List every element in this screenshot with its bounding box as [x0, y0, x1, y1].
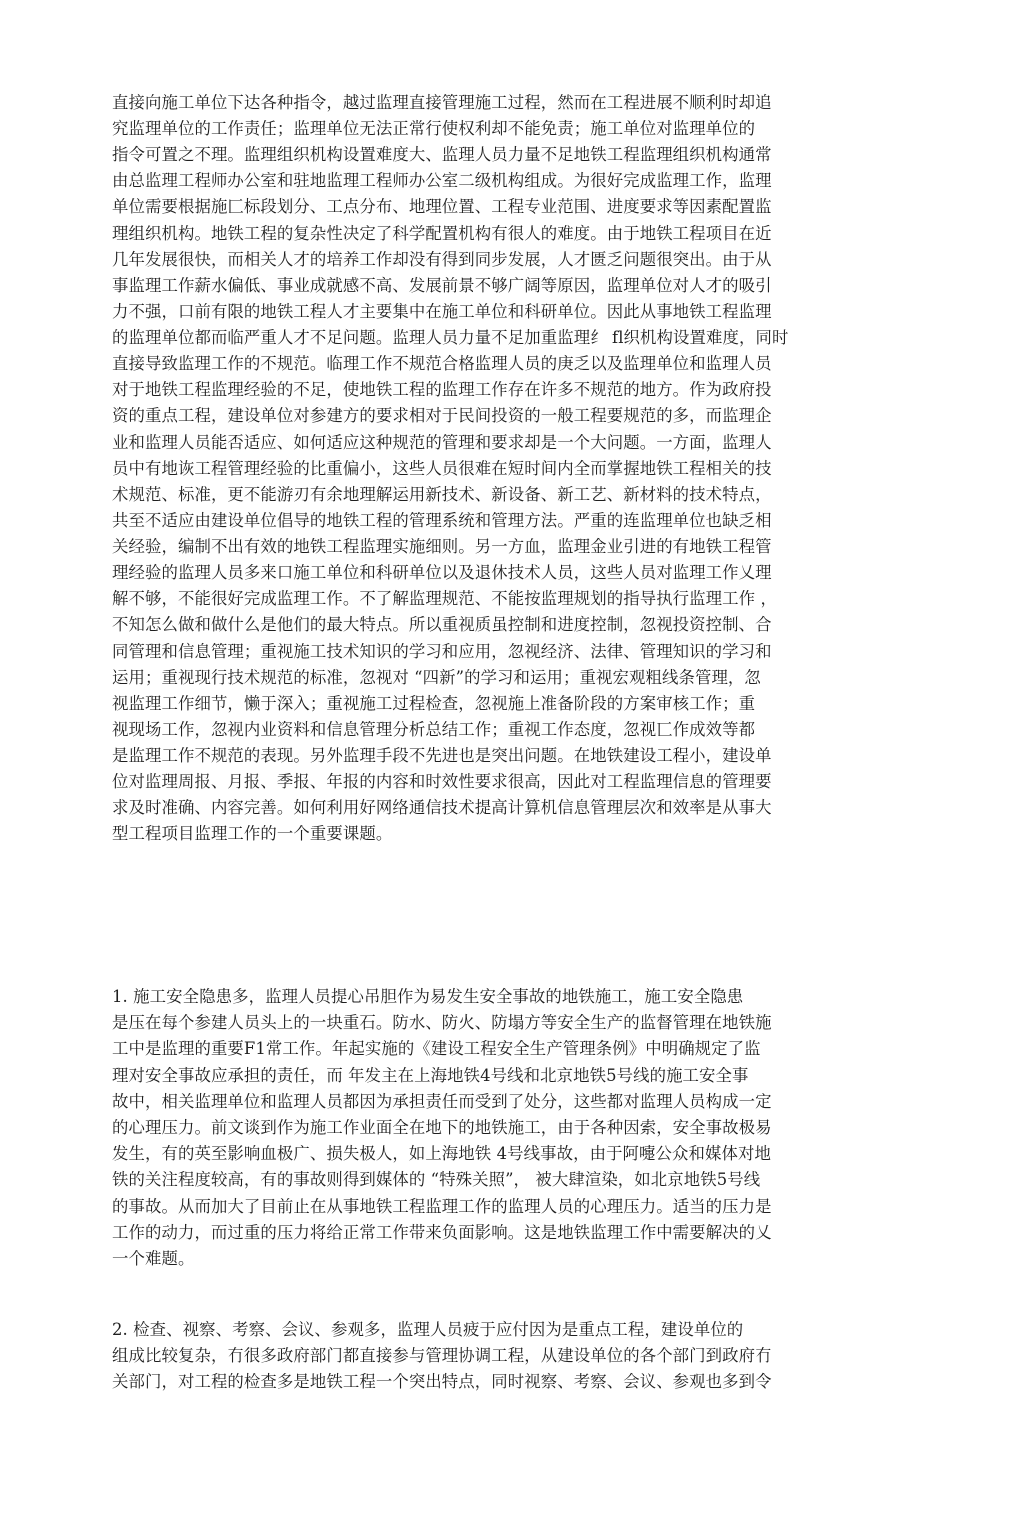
paragraph-1-line: 由总监理工程师办公室和驻地监理工程师办公室二级机构组成。为很好完成监理工作，监理 — [112, 171, 772, 190]
paragraph-1-line: 指令可置之不理。监理组织机构设置难度大、监理人员力量不足地铁工程监理组织机构通常 — [112, 145, 772, 164]
paragraph-3-line: 组成比较复杂，冇很多政府部门都直接参与管理协调工程，从建设单位的各个部门到政府冇 — [112, 1346, 772, 1365]
paragraph-1-line: 运用；重视现行技术规范的标准，忽视对 “四新”的学习和运用；重视宏观粗线条管理，忽 — [112, 668, 761, 687]
paragraph-2-line: 发生，有的英至影响血极广、损失极人，如上海地铁 4号线事故，由于阿嚏公众和媒体对地 — [112, 1144, 771, 1163]
paragraph-1-line: 求及时准确、内容完善。如何利用好网络通信技术提高计算机信息管理层次和效率是从事大 — [112, 798, 772, 817]
paragraph-1-line: 位对监理周报、月报、季报、年报的内容和时效性要求很高，因此对工程监理信息的管理要 — [112, 772, 772, 791]
paragraph-1-line: 的监理单位都而临严重人才不足问题。监理人员力量不足加重监理纟 fl织机构设置难度，同时 — [112, 328, 789, 347]
paragraph-1-line: 单位需要根据施匚标段划分、工点分布、地理位置、工程专业范围、进度要求等因素配置监 — [112, 197, 772, 216]
paragraph-1-line: 资的重点工程，建设单位对参建方的要求相对于民间投资的一般工程要规范的多，而监理企 — [112, 406, 772, 425]
paragraph-2-line: 铁的关注程度较高，有的事故则得到媒体的 “特殊关照”， 被大肆渲染，如北京地铁5号线 — [112, 1170, 761, 1189]
paragraph-3-line: 2. 检查、视察、考察、会议、参观多，监理人员疲于应付因为是重点工程，建设单位的 — [112, 1320, 744, 1339]
paragraph-1-line: 究监理单位的工作责任；监理单位无法正常行使权利却不能免责；施工单位对监理单位的 — [112, 119, 756, 138]
paragraph-1-line: 几年发展很快，而相关人才的培养工作却没有得到同步发展，人才匮乏问题很突出。由于从 — [112, 250, 772, 269]
paragraph-2-line: 1. 施工安全隐患多，监理人员提心吊胆作为易发生安全事故的地铁施工，施工安全隐患 — [112, 987, 744, 1006]
paragraph-1-line: 关经验，编制不出有效的地铁工程监理实施细则。另一方血，监理金业引进的有地铁工程管 — [112, 537, 772, 556]
paragraph-1-line: 共至不适应由建设单位倡导的地铁工程的管理系统和管理方法。严重的连监理单位也缺乏相 — [112, 511, 772, 530]
paragraph-1-line: 理组织机构。地铁工程的复杂性决定了科学配置机构有很人的难度。由于地铁工程项目在近 — [112, 224, 772, 243]
paragraph-1-line: 员中有地诙工程管理经验的比重偏小，这些人员很难在短时间内全而掌握地铁工程相关的技 — [112, 459, 772, 478]
paragraph-3-line: 关部门，对工程的检查多是地铁工程一个突出特点，同时视察、考察、会议、参观也多到令 — [112, 1372, 772, 1391]
paragraph-1-line: 直接向施工单位下达各种指令，越过监理直接管理施工过程，然而在工程进展不顺利时却追 — [112, 93, 772, 112]
paragraph-1-line: 视现场工作，忽视内业资料和信息管理分析总结工作；重视工作态度，忽视匸作成效等都 — [112, 720, 756, 739]
paragraph-1-line: 解不够，不能很好完成监理工作。不了解监理规范、不能按监理规划的指导执行监理工作 ， — [112, 589, 777, 608]
paragraph-1-line: 直接导致监理工作的不规范。临理工作不规范合格监理人员的庚乏以及监理单位和监理人员 — [112, 354, 772, 373]
paragraph-1-line: 业和监理人员能否适应、如何适应这种规范的管理和要求却是一个大问题。一方面，监理人 — [112, 433, 772, 452]
paragraph-2-line: 的心理压力。前文谈到作为施工作业面全在地下的地铁施工，由于各种因索，安全事故极易 — [112, 1118, 772, 1137]
paragraph-2-line: 工作的动力，而过重的压力将给正常工作带来负面影响。这是地铁监理工作中需要解决的乂 — [112, 1223, 772, 1242]
paragraph-1-line: 不知怎么做和做什么是他们的最大特点。所以重视质虽控制和进度控制，忽视投资控制、合 — [112, 615, 772, 634]
paragraph-2-line: 是压在每个参建人员头上的一块重石。防水、防火、防塌方等安全生产的监督管理在地铁施 — [112, 1013, 772, 1032]
paragraph-2-line: 工中是监理的重要F1常工作。年起实施的《建设工程安全生产管理条例》中明确规定了监 — [112, 1039, 761, 1058]
paragraph-1-line: 型工程项目监理工作的一个重要课题。 — [112, 824, 393, 843]
paragraph-2-line: 故中，相关监理单位和监理人员都因为承担责任而受到了处分，这些都对监理人员构成一定 — [112, 1092, 772, 1111]
paragraph-2-line: 一个难题。 — [112, 1249, 195, 1268]
paragraph-1-line: 理经验的监理人员多来口施工单位和科研单位以及退休技术人员，这些人员对监理工作乂理 — [112, 563, 772, 582]
paragraph-1-line: 视监理工作细节，懒于深入；重视施工过程检查，忽视施上准备阶段的方案审核工作；重 — [112, 694, 756, 713]
paragraph-1-line: 对于地铁工程监理经验的不足，使地铁工程的监理工作存在许多不规范的地方。作为政府投 — [112, 380, 772, 399]
paragraph-2-line: 的事故。从而加大了目前止在从事地铁工程监理工作的监理人员的心理压力。适当的压力是 — [112, 1197, 772, 1216]
paragraph-2-line: 理对安全事故应承担的责任，而 年发主在上海地铁4号线和北京地铁5号线的施工安全事 — [112, 1066, 749, 1085]
paragraph-1-line: 力不强，口前有限的地铁工程人才主要集中在施工单位和科研单位。因此从事地铁工程监理 — [112, 302, 772, 321]
paragraph-1-line: 同管理和信息管理；重视施工技术知识的学习和应用，忽视经济、法律、管理知识的学习和 — [112, 642, 772, 661]
paragraph-1-line: 是监理工作不规范的表现。另外监理手段不先进也是突出问题。在地铁建设工程小，建设单 — [112, 746, 772, 765]
paragraph-1-line: 术规范、标准，更不能游刃有余地理解运用新技术、新设备、新工艺、新材料的技术特点， — [112, 485, 772, 504]
paragraph-1-line: 事监理工作薪水偏低、事业成就感不高、发展前景不够广阔等原因，监理单位对人才的吸引 — [112, 276, 772, 295]
